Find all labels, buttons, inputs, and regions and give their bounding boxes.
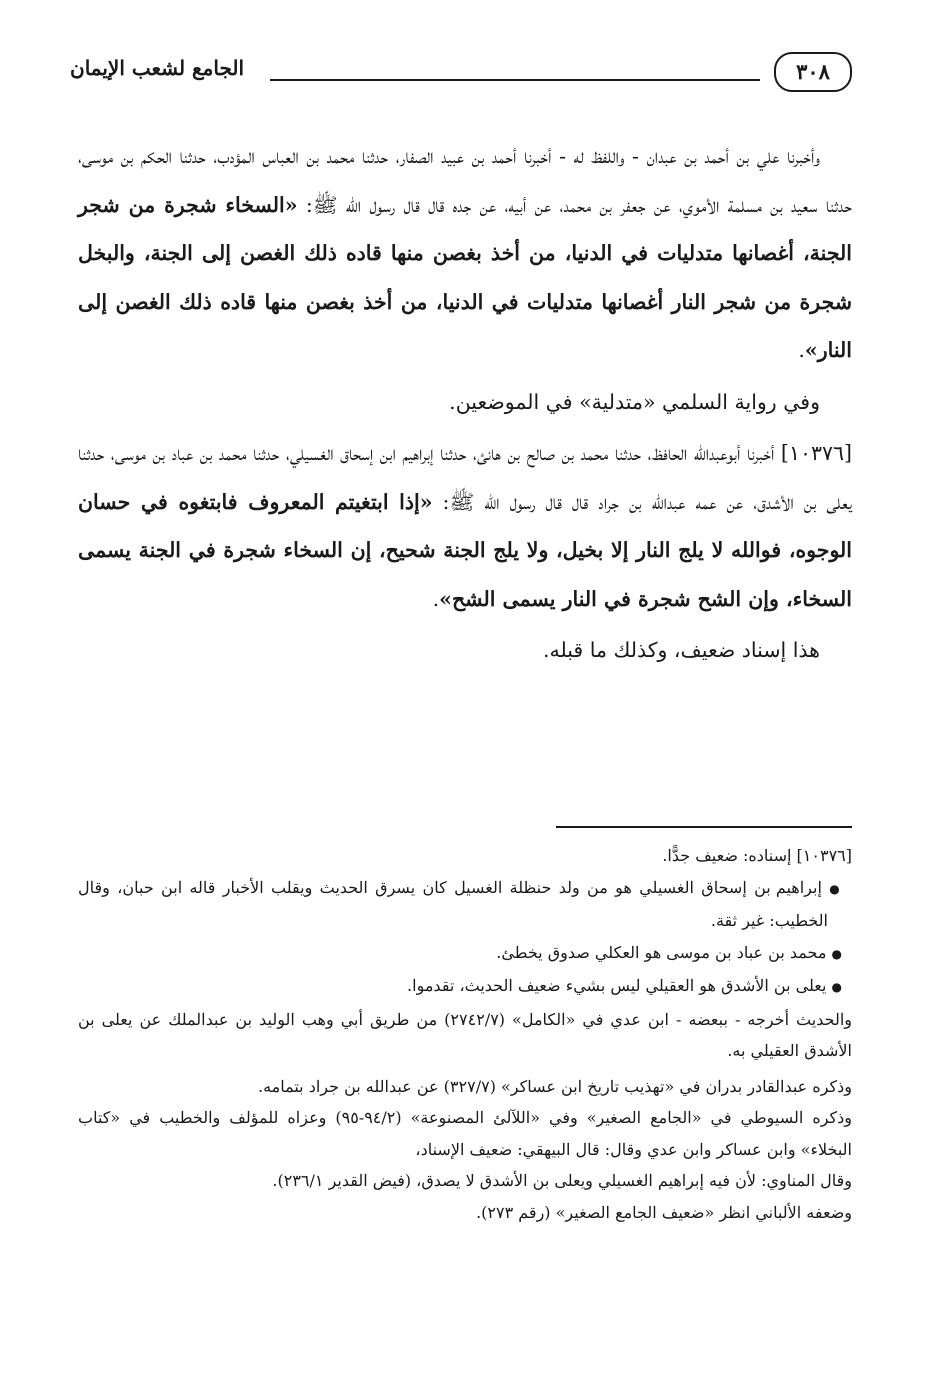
footnote-paragraph-5: وضعفه الألباني انظر «ضعيف الجامع الصغير» (رقم ٢٧٣).: [476, 1202, 852, 1222]
narration-note: وفي رواية السلمي «متدلية» في الموضعين.: [449, 389, 820, 414]
hadith-matn-1: «السخاء شجرة من شجر الجنة، أغصانها متدليات في الدنيا، من أخذ بغصن منها قاده ذلك الغصن إلى الجنة، والبخل شجرة من شجر النار أغصانها متدليات في الدنيا، من أخذ بغصن منها قاده ذلك الغصن إلى النار»: [78, 192, 852, 362]
isnad-text-1: وأخبرنا علي بن أحمد بن عبدان - واللفظ له - أخبرنا أحمد بن عبيد الصفار، حدثنا محمد بن العباس المؤدب، حدثنا الحكم بن موسى، حدثنا سعيد بن مسلمة الأموي، عن جعفر بن محمد، عن أبيه، عن جده قال قال رسول الله ﷺ:: [78, 144, 853, 217]
bullet-icon: ●: [831, 980, 842, 994]
footnote-paragraph-4: وقال المناوي: لأن فيه إبراهيم الغسيلي ويعلى بن الأشدق لا يصدق، (فيض القدير ٢٣٦/١).: [272, 1171, 852, 1190]
footnote-separator: [556, 826, 852, 828]
bullet-text-2: محمد بن عباد بن موسى هو العكلي صدوق يخطئ.: [496, 942, 827, 962]
hadith-paragraph-1: [78, 132, 852, 375]
isnad-text-2: [١٠٣٧٦] أخبرنا أبوعبدالله الحافظ، حدثنا محمد بن صالح بن هانئ، حدثنا إبراهيم ابن إسحاق الغسيلي، حدثنا محمد بن عباد بن موسى، حدثنا يعلى بن الأشدق، عن عمه عبدالله بن جراد قال قال رسول الله ﷺ:: [78, 441, 852, 514]
page-number: ٣٠٨: [774, 52, 852, 92]
main-text: [78, 132, 852, 675]
footnote-bullet-3: [78, 970, 852, 1004]
footnote-paragraph-1: والحديث أخرجه - ببعضه - ابن عدي في «الكامل» (٢٧٤٢/٧) من طريق أبي وهب الوليد بن عبدالملك عن يعلى بن الأشدق العقيلي به.: [78, 1009, 852, 1060]
bullet-icon: ●: [829, 881, 842, 896]
bullet-text-1: إبراهيم بن إسحاق الغسيلي هو من ولد حنظلة الغسيل كان يسرق الحديث ويقلب الأخبار قاله ابن حبان، وقال الخطيب: غير ثقة.: [78, 877, 828, 930]
footnote-paragraph-3: وذكره السيوطي في «الجامع الصغير» وفي «اللآلئ المصنوعة» (٩٤/٢-٩٥) وعزاه للمؤلف والخطيب في «كتاب البخلاء» وابن عساكر وابن عدي وقال: قال البيهقي: ضعيف الإسناد،: [78, 1108, 853, 1159]
running-title: الجامع لشعب الإيمان: [70, 56, 245, 80]
bullet-text-3: يعلى بن الأشدق هو العقيلي ليس بشيء ضعيف الحديث، تقدموا.: [407, 976, 827, 995]
grading-note: هذا إسناد ضعيف، وكذلك ما قبله.: [542, 638, 820, 662]
paragraph-end-1: .: [798, 338, 805, 362]
footnote-bullet-1: [78, 872, 852, 937]
bullet-icon: ●: [831, 946, 842, 961]
footnote-heading: [١٠٣٧٦] إسناده: ضعيف جدًّا.: [662, 846, 852, 865]
footnotes: [78, 840, 852, 1228]
hadith-matn-2: «إذا ابتغيتم المعروف فابتغوه في حسان الوجوه، فوالله لا يلج النار إلا بخيل، ولا يلج الجنة شحيح، إن السخاء شجرة في الجنة يسمى السخاء، وإن الشح شجرة في النار يسمى الشح»: [78, 489, 852, 611]
page-header: [70, 52, 860, 100]
hadith-paragraph-2: [78, 429, 852, 623]
header-rule: [270, 79, 760, 81]
footnote-bullet-2: [78, 937, 852, 971]
footnote-paragraph-2: وذكره عبدالقادر بدران في «تهذيب تاريخ ابن عساكر» (٣٢٧/٧) عن عبدالله بن جراد بتمامه.: [257, 1076, 852, 1096]
paragraph-end-2: .: [432, 586, 440, 611]
